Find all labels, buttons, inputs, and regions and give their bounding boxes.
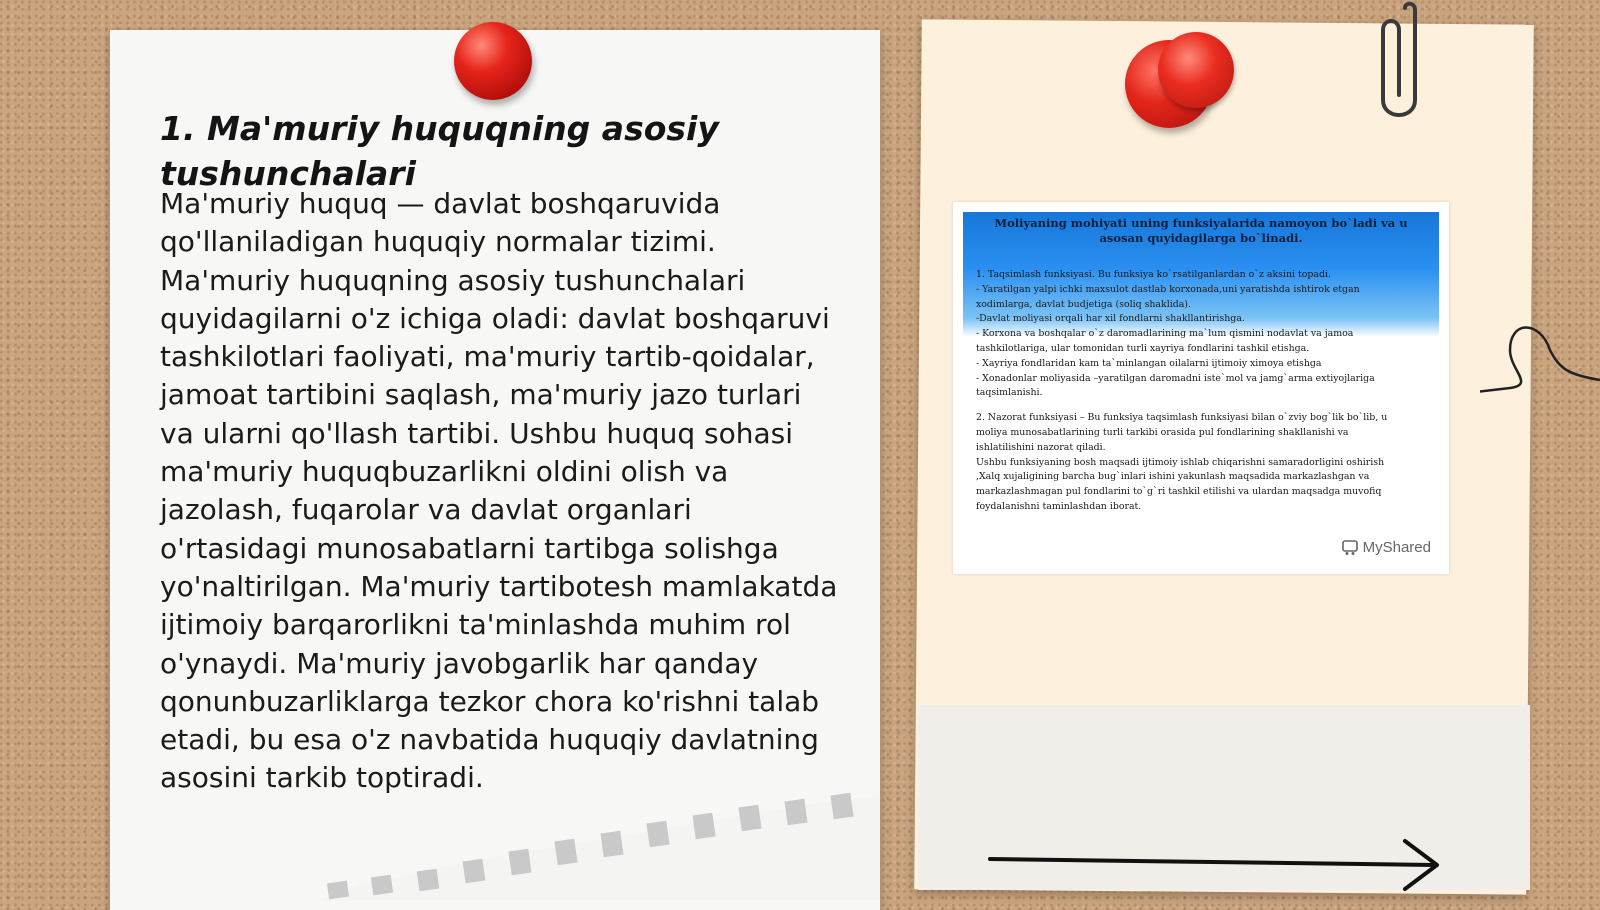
arrow-right-icon (985, 835, 1445, 895)
push-pin-icon (1158, 32, 1234, 108)
note-title: 1. Ma'muriy huquqning asosiy tushunchalari (160, 109, 719, 193)
watermark-text: MyShared (1362, 538, 1431, 556)
slide-line: xodimlarga, davlat budjetiga (soliq shaklida). (976, 298, 1191, 310)
slide-line: foydalanishni taminlashdan iborat. (976, 500, 1142, 512)
cart-icon (1341, 538, 1359, 556)
slide-line: 1. Taqsimlash funksiyasi. Bu funksiya ko`rsatilganlardan o`z aksini topadi. (976, 269, 1331, 280)
myshared-watermark (1341, 538, 1431, 556)
slide-line: Ushbu funksiyaning bosh maqsadi ijtimoiy ishlab chiqarishni samaradorligini oshirish (976, 456, 1385, 468)
slide-body (976, 268, 1426, 515)
slide-line: taqsimlanishi. (976, 387, 1043, 399)
slide-line: - Xayriya fondlaridan kam ta`minlangan oilalarni ijtimoiy ximoya etishga (976, 357, 1322, 369)
slide-line: tashkilotlariga, ular tomonidan turli xayriya fondlarini tashkil etishga. (976, 342, 1310, 354)
slide-line: - Xonadonlar moliyasida –yaratilgan daromadni iste`mol va jamg`arma extiyojlariga (976, 372, 1375, 384)
slide-title: Moliyaning mohiyati uning funksiyalarida namoyon bo`ladi va u asosan quyidagilarga bo`linadi. (994, 216, 1408, 245)
slide-line: moliya munosabatlarining turli tarkibi orasida pul fondlarining shakllanishi va (976, 426, 1349, 438)
slide-line: markazlashmagan pul fondlarini to`g`ri tashkil etilishi va ulardan maqsadga muvofiq (976, 486, 1382, 498)
slide-line: ishlatilishini nazorat qiladi. (976, 441, 1106, 453)
push-pin-icon (454, 22, 532, 100)
slide-line: - Yaratilgan yalpi ichki maxsulot dastlab korxonada,uni yaratishda ishtirok etgan (976, 283, 1360, 295)
torn-paper-edge (320, 790, 880, 900)
slide-line: - Korxona va boshqalar o`z daromadlarining ma`lum qismini nodavlat va jamoa (976, 328, 1354, 340)
paperclip-icon (1375, 0, 1420, 125)
slide-line: ,Xalq xujaligining barcha bug`inlari ishini yakunlash maqsadida markazlashgan va (976, 471, 1370, 483)
slide-image (953, 202, 1449, 574)
slide-line: -Davlat moliyasi orqali har xil fondlarni shakllantirishga. (976, 313, 1245, 325)
scribble-arrow-icon (1480, 310, 1600, 410)
slide-line: 2. Nazorat funksiyasi – Bu funksiya taqsimlash funksiyasi bilan o`zviy bog`lik bo`lib, u (976, 412, 1388, 424)
slide-spacer (976, 401, 1426, 411)
note-body: Ma'muriy huquq — davlat boshqaruvida qo'llaniladigan huquqiy normalar tizimi. Ma'muriy huquqning asosiy tushunchalari quyidagilarni o'z ichiga oladi: davlat boshqaruvi tashkilotlari faoliyati, ma'muriy tartib-qoidalar, jamoat tartibini saqlash, ma'muriy jazo turlari va ularni qo'llash tartibi. Ushbu huquq sohasi ma'muriy huquqbuzarlikni oldini olish va jazolash, fuqarolar va davlat organlari o'rtasidagi munosabatlarni tartibga solishga yo'naltirilgan. Ma'muriy tartibotesh mamlakatda ijtimoiy barqarorlikni ta'minlashda muhim rol o'ynaydi. Ma'muriy javobgarlik har qanday qonunbuzarliklarga tezkor chora ko'rishni talab etadi, bu esa o'z navbatida huquqiy davlatning asosini tarkib toptiradi. (160, 187, 838, 795)
